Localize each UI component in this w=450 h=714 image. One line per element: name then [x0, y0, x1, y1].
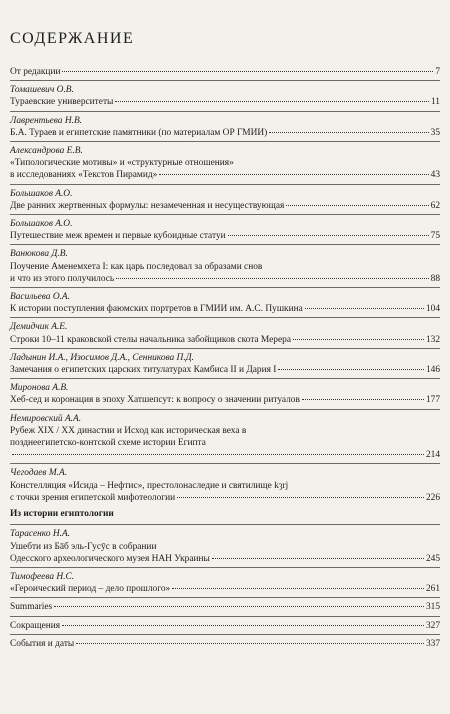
entry-title: «Героический период – дело прошлого» [10, 584, 171, 595]
entry-title: Тураевские университеты [10, 97, 114, 108]
dot-leader [293, 339, 424, 340]
dot-leader [228, 235, 429, 236]
entry-title-line: Констелляция «Исида – Нефтис», престолонаследие и святилище kȝrj [10, 480, 289, 491]
page-number: 11 [430, 97, 440, 108]
entry-separator [10, 597, 440, 598]
page-number: 214 [425, 450, 440, 461]
entry-author: Немировский А.А. [10, 413, 82, 424]
page-number: 104 [425, 304, 440, 315]
page-number: 337 [425, 638, 440, 649]
entry-last-line [10, 364, 440, 376]
entry-title: в исследованиях «Текстов Пирамид» [10, 170, 158, 181]
toc-history-list [10, 528, 440, 650]
entry-separator [10, 244, 440, 245]
table-of-contents [10, 66, 440, 650]
toc-entry [10, 413, 440, 462]
page-number: 62 [430, 200, 440, 211]
toc-main-list [10, 66, 440, 504]
page-number: 75 [430, 231, 440, 242]
entry-last-line [10, 303, 440, 315]
entry-title-line: позднеегипетско-контской схеме истории Египта [10, 438, 206, 449]
toc-entry [10, 291, 440, 315]
entry-title: Строки 10–11 краковской стелы начальника забойщиков скота Мерера [10, 334, 291, 345]
entry-title-line: Поучение Аменемхета I: как царь последовал за образами снов [10, 261, 263, 272]
page-number: 43 [430, 170, 440, 181]
entry-author: Ванюкова Д.В. [10, 249, 68, 260]
entry-separator [10, 317, 440, 318]
entry-separator [10, 634, 440, 635]
toc-entry [10, 218, 440, 242]
dot-leader [269, 132, 428, 133]
dot-leader [305, 308, 424, 309]
entry-title: с точки зрения египетской мифотеологии [10, 492, 176, 503]
entry-title-line: Рубеж XIX / XX династии и Исход как историческая веха в [10, 425, 247, 436]
entry-title-line: Ушебти из Бāб эль-Гусӯс в собрании [10, 541, 157, 552]
entry-last-line [10, 394, 440, 406]
page-number: 177 [425, 395, 440, 406]
entry-title: Две ранних жертвенных формулы: незамеченная и несуществующая [10, 200, 285, 211]
toc-entry [10, 620, 440, 632]
page-number: 245 [425, 553, 440, 564]
entry-last-line [10, 200, 440, 212]
entry-last-line [10, 583, 440, 595]
entry-author: Александрова Е.В. [10, 146, 83, 157]
entry-last-line [10, 334, 440, 346]
entry-last-line [10, 492, 440, 504]
toc-entry [10, 321, 440, 345]
entry-separator [10, 141, 440, 142]
toc-entry [10, 467, 440, 504]
toc-entry [10, 528, 440, 565]
toc-entry [10, 638, 440, 650]
entry-author: Ладынин И.А., Изосимов Д.А., Сенникова П.Д. [10, 352, 194, 363]
entry-separator [10, 378, 440, 379]
dot-leader [177, 497, 424, 498]
toc-entry [10, 571, 440, 595]
dot-leader [62, 71, 433, 72]
entry-last-line [10, 638, 440, 650]
entry-author: Тимофеева Н.С. [10, 571, 75, 582]
dot-leader [116, 278, 428, 279]
toc-entry [10, 248, 440, 285]
dot-leader [212, 558, 424, 559]
toc-entry [10, 145, 440, 182]
toc-entry [10, 188, 440, 212]
entry-last-line [10, 169, 440, 181]
entry-separator [10, 348, 440, 349]
entry-title: Замечания о египетских царских титулатурах Камбиса II и Дария I [10, 365, 277, 376]
entry-title: К истории поступления фаюмских портретов в ГМИИ им. А.С. Пушкина [10, 304, 303, 315]
entry-author: Лаврентьева Н.В. [10, 115, 83, 126]
page-number: 146 [425, 365, 440, 376]
entry-author: Демидчик А.Е. [10, 322, 68, 333]
toc-entry [10, 382, 440, 406]
page-number: 327 [425, 620, 440, 631]
entry-separator [10, 409, 440, 410]
entry-separator [10, 463, 440, 464]
entry-author: Томашевич О.В. [10, 85, 74, 96]
entry-last-line [10, 273, 440, 285]
page-number: 88 [430, 273, 440, 284]
entry-separator [10, 111, 440, 112]
entry-last-line [10, 620, 440, 632]
entry-title: Summaries [10, 602, 53, 613]
entry-separator [10, 287, 440, 288]
entry-separator [10, 184, 440, 185]
entry-separator [10, 616, 440, 617]
entry-last-line [10, 96, 440, 108]
entry-author: Миронова А.В. [10, 383, 69, 394]
page-number: 132 [425, 334, 440, 345]
dot-leader [172, 588, 424, 589]
dot-leader [159, 174, 428, 175]
entry-last-line [10, 601, 440, 613]
entry-author: Чегодаев М.А. [10, 468, 68, 479]
entry-last-line [10, 127, 440, 139]
entry-last-line [10, 553, 440, 565]
entry-title: От редакции [10, 67, 61, 77]
dot-leader [54, 606, 424, 607]
entry-separator [10, 80, 440, 81]
toc-entry [10, 115, 440, 139]
page-number: 315 [425, 602, 440, 613]
toc-entry [10, 84, 440, 108]
entry-separator [10, 567, 440, 568]
entry-title: Путешествие меж времен и первые кубоидные статуи [10, 231, 226, 242]
entry-author: Васильева О.А. [10, 292, 70, 303]
page-number: 35 [430, 127, 440, 138]
page-number: 226 [425, 492, 440, 503]
entry-title: Сокращения [10, 620, 61, 631]
entry-last-line [10, 449, 440, 461]
toc-entry [10, 352, 440, 376]
entry-title: и что из этого получилось [10, 273, 115, 284]
dot-leader [76, 643, 424, 644]
entry-title-line: «Типологические мотивы» и «структурные отношения» [10, 158, 234, 169]
entry-title: Хеб-сед и коронация в эпоху Хатшепсут: к вопросу о значении ритуалов [10, 395, 300, 406]
entry-last-line [10, 230, 440, 242]
entry-author: Большаков А.О. [10, 188, 73, 199]
entry-author: Большаков А.О. [10, 219, 73, 230]
page-number: 261 [425, 584, 440, 595]
page-number: 7 [435, 67, 440, 77]
toc-entry [10, 66, 440, 78]
entry-title: События и даты [10, 638, 75, 649]
dot-leader [278, 369, 424, 370]
dot-leader [115, 101, 429, 102]
dot-leader [302, 399, 424, 400]
entry-title: Б.А. Тураев и египетские памятники (по материалам ОР ГМИИ) [10, 127, 268, 138]
section-rule [10, 524, 440, 525]
entry-title: Одесского археологического музея НАН Украины [10, 553, 210, 564]
dot-leader [62, 625, 424, 626]
page-title: СОДЕРЖАНИЕ [10, 30, 135, 47]
entry-author: Тарасенко Н.А. [10, 529, 71, 540]
dot-leader [12, 454, 424, 455]
entry-separator [10, 214, 440, 215]
dot-leader [286, 205, 428, 206]
entry-last-line [10, 66, 440, 78]
section-heading: Из истории египтологии [10, 509, 114, 520]
toc-entry [10, 601, 440, 613]
